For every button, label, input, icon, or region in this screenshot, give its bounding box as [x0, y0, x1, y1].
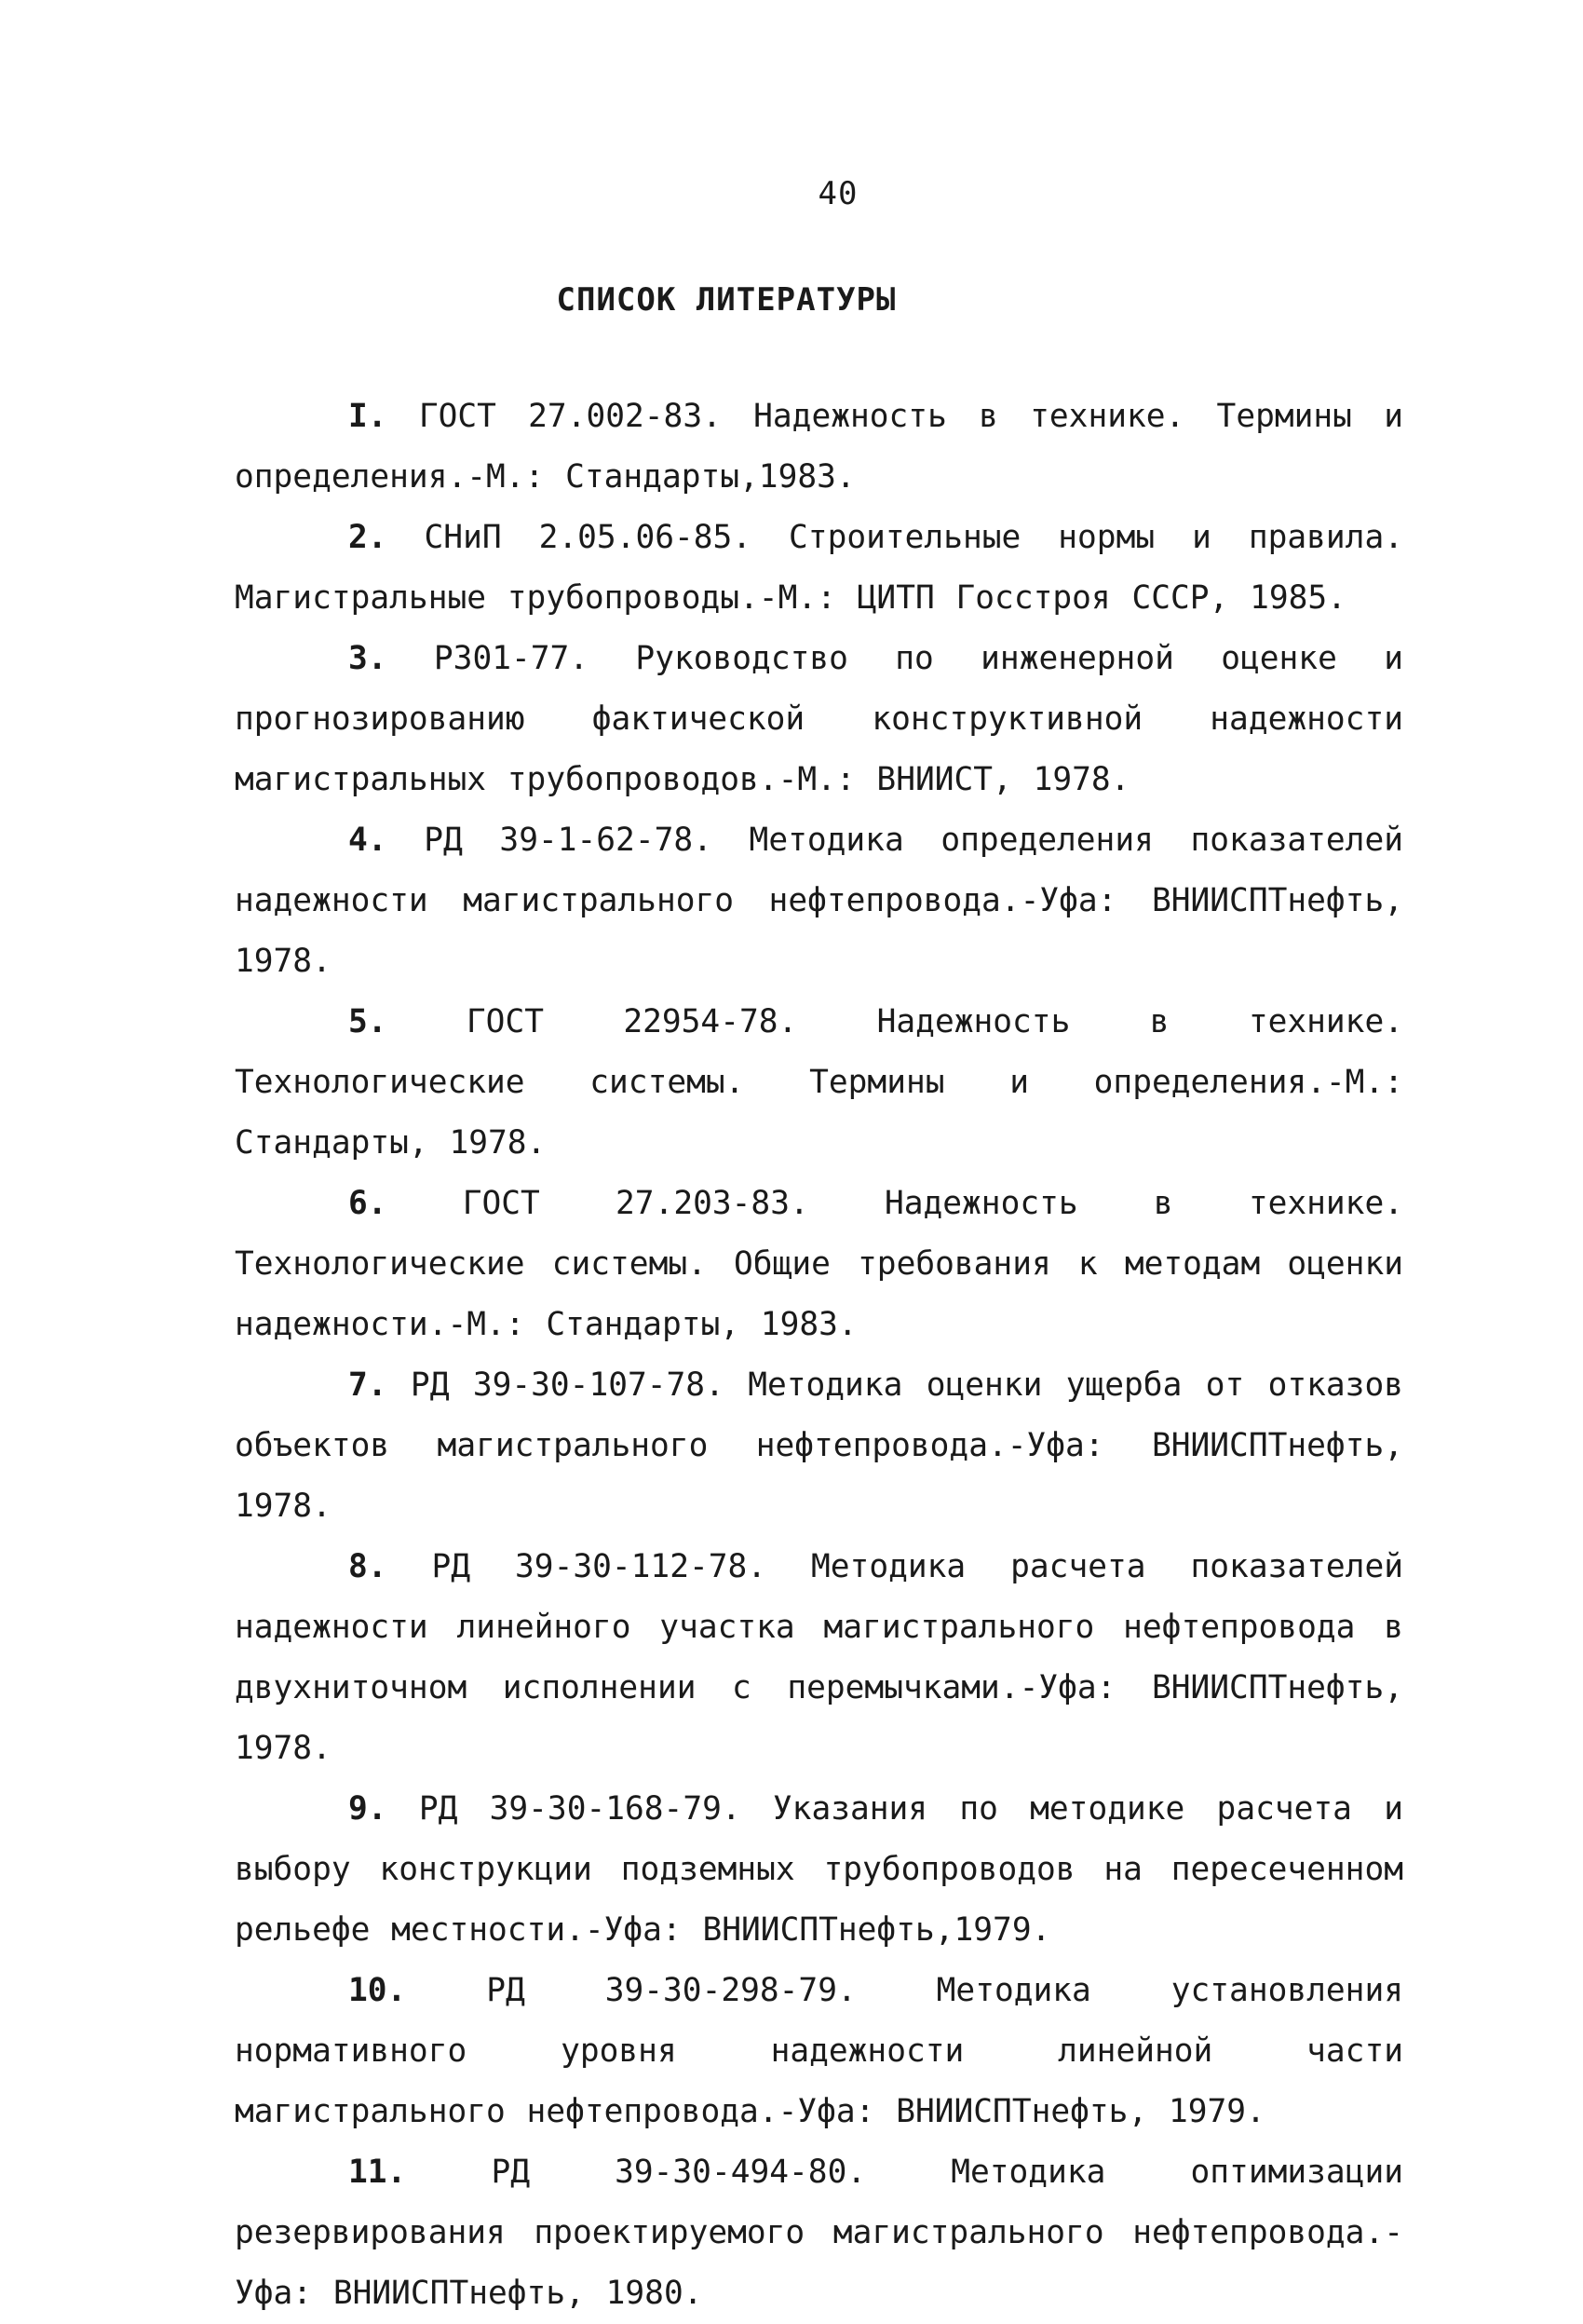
reference-item	[235, 508, 1403, 629]
reference-text: Р301-77. Руководство по инженерной оценке и прогнозированию фактической конструктивной надежности магистральных трубопроводов.-М.: ВНИИСТ, 1978.	[235, 640, 1403, 798]
reference-number: 8.	[348, 1548, 387, 1585]
reference-item	[235, 629, 1403, 810]
reference-number: 3.	[348, 640, 387, 677]
reference-item	[235, 1174, 1403, 1355]
reference-item	[235, 992, 1403, 1174]
reference-number: 10.	[348, 1972, 407, 2009]
reference-number: 4.	[348, 822, 387, 859]
reference-number: I.	[348, 398, 387, 435]
section-title: СПИСОК ЛИТЕРАТУРЫ	[556, 281, 897, 319]
reference-number: 2.	[348, 519, 387, 556]
reference-item	[235, 2142, 1403, 2324]
reference-item	[235, 1961, 1403, 2142]
page-number: 40	[818, 175, 859, 212]
reference-text: РД 39-30-168-79. Указания по методике расчета и выбору конструкции подземных трубопроводов на пересеченном рельефе местности.-Уфа: ВНИИСПТнефть,1979.	[235, 1790, 1403, 1949]
reference-number: 11.	[348, 2154, 407, 2191]
reference-text: ГОСТ 27.002-83. Надежность в технике. Термины и определения.-М.: Стандарты,1983.	[235, 398, 1403, 496]
reference-number: 6.	[348, 1185, 387, 1222]
reference-list	[235, 387, 1403, 2324]
reference-number: 7.	[348, 1366, 387, 1404]
reference-number: 5.	[348, 1003, 387, 1040]
reference-item	[235, 1779, 1403, 1961]
reference-text: ГОСТ 22954-78. Надежность в технике. Технологические системы. Термины и определения.-М.: Стандарты, 1978.	[235, 1003, 1403, 1162]
reference-text: ГОСТ 27.203-83. Надежность в технике. Технологические системы. Общие требования к методам оценки надежности.-М.: Стандарты, 1983.	[235, 1185, 1403, 1343]
reference-text: РД 39-1-62-78. Методика определения показателей надежности магистрального нефтепровода.-Уфа: ВНИИСПТнефть, 1978.	[235, 822, 1403, 980]
reference-text: РД 39-30-112-78. Методика расчета показателей надежности линейного участка магистрального нефтепровода в двухниточном исполнении с перемычками.-Уфа: ВНИИСПТнефть, 1978.	[235, 1548, 1403, 1767]
reference-text: РД 39-30-494-80. Методика оптимизации резервирования проектируемого магистрального нефтепровода.-Уфа: ВНИИСПТнефть, 1980.	[235, 2154, 1403, 2312]
reference-item	[235, 1537, 1403, 1779]
reference-text: РД 39-30-107-78. Методика оценки ущерба от отказов объектов магистрального нефтепровода.-Уфа: ВНИИСПТнефть, 1978.	[235, 1366, 1403, 1525]
reference-item	[235, 810, 1403, 992]
reference-text: РД 39-30-298-79. Методика установления нормативного уровня надежности линейной части магистрального нефтепровода.-Уфа: ВНИИСПТнефть, 1979.	[235, 1972, 1403, 2130]
reference-item	[235, 1355, 1403, 1537]
reference-number: 9.	[348, 1790, 387, 1828]
reference-text: СНиП 2.05.06-85. Строительные нормы и правила. Магистральные трубопроводы.-М.: ЦИТП Госстроя СССР, 1985.	[235, 519, 1403, 617]
reference-item	[235, 387, 1403, 508]
